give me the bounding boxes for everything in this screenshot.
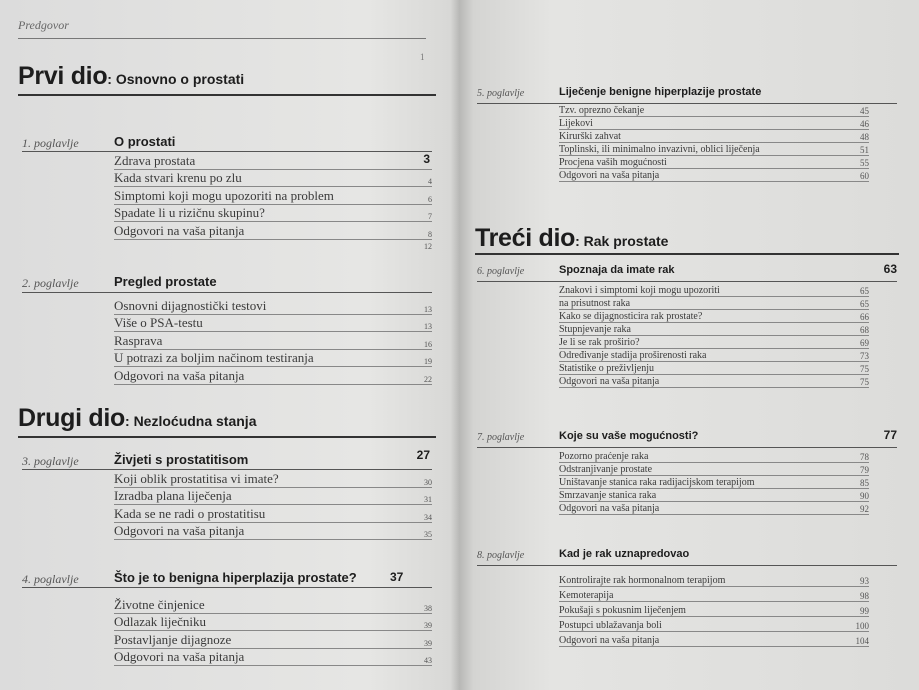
- chapter-title: Pregled prostate: [114, 274, 217, 289]
- toc-entry[interactable]: Odstranjivanje prostate 79: [559, 464, 869, 475]
- toc-entry[interactable]: Toplinski, ili minimalno invazivni, oblici liječenja 51: [559, 144, 869, 155]
- part-title-3: [475, 224, 668, 253]
- toc-entry[interactable]: Kemoterapija 98: [559, 590, 869, 601]
- chapter-label: 1. poglavlje: [22, 136, 79, 150]
- toc-entry[interactable]: Koji oblik prostatitisa vi imate? 30: [114, 470, 432, 487]
- toc-entry[interactable]: Zdrava prostata: [114, 152, 432, 170]
- chapter-rule: [477, 447, 897, 448]
- toc-entry[interactable]: Stupnjevanje raka 68: [559, 324, 869, 335]
- toc-entry[interactable]: na prisutnost raka 65: [559, 298, 869, 309]
- chapter-2-entries: [114, 297, 432, 385]
- toc-entry[interactable]: Odgovori na vaša pitanja 75: [559, 376, 869, 387]
- part-title-main: Prvi dio: [18, 62, 108, 90]
- toc-entry[interactable]: Odgovori na vaša pitanja 104: [559, 635, 869, 646]
- toc-entry[interactable]: 12: [424, 241, 432, 251]
- part-title-sub: : Nezloćudna stanja: [125, 413, 257, 429]
- left-page: [0, 0, 445, 690]
- chapter-label: 5. poglavlje: [477, 88, 525, 99]
- toc-entry[interactable]: Odgovori na vaša pitanja 22: [114, 367, 432, 384]
- part-title-1: [18, 62, 244, 91]
- toc-entry[interactable]: Kako se dijagnosticira rak prostate? 66: [559, 311, 869, 322]
- chapter-title: Koje su vaše mogućnosti?: [559, 430, 699, 442]
- toc-entry[interactable]: Postavljanje dijagnoze 39: [114, 631, 432, 648]
- toc-entry[interactable]: Određivanje stadija proširenosti raka 73: [559, 350, 869, 361]
- part-title-sub: : Rak prostate: [575, 233, 669, 249]
- toc-entry[interactable]: Znakovi i simptomi koji mogu upozoriti 65: [559, 285, 869, 296]
- chapter-8-entries: [559, 572, 869, 647]
- part-title-sub: : Osnovno o prostati: [107, 71, 245, 87]
- running-page-number: 1: [420, 52, 425, 62]
- chapter-rule: [22, 587, 432, 588]
- chapter-title: Spoznaja da imate rak: [559, 264, 675, 276]
- chapter-page: 37: [390, 570, 404, 584]
- toc-entry[interactable]: Izradba plana liječenja 31: [114, 488, 432, 504]
- toc-entry[interactable]: Statistike o preživljenju 75: [559, 363, 869, 374]
- toc-entry[interactable]: Kada stvari krenu po zlu 4: [114, 170, 432, 186]
- running-head-rule: [18, 38, 426, 39]
- toc-entry[interactable]: Odgovori na vaša pitanja 8: [114, 222, 432, 239]
- chapter-title: Liječenje benigne hiperplazije prostate: [559, 86, 762, 98]
- chapter-5-entries: [559, 104, 869, 182]
- chapter-label: 6. poglavlje: [477, 266, 525, 277]
- toc-entry[interactable]: Kirurški zahvat 48: [559, 131, 869, 142]
- part-title-main: Drugi dio: [18, 404, 126, 432]
- part-title-main: Treći dio: [475, 224, 576, 252]
- toc-entry[interactable]: Odgovori na vaša pitanja 43: [114, 649, 432, 665]
- toc-entry[interactable]: Odgovori na vaša pitanja 35: [114, 523, 432, 539]
- chapter-title: Kad je rak uznapredovao: [559, 548, 690, 560]
- toc-entry[interactable]: Lijekovi 46: [559, 118, 869, 129]
- part-rule: [18, 94, 436, 96]
- right-page: [455, 0, 919, 690]
- chapter-title: O prostati: [114, 134, 176, 149]
- toc-entry[interactable]: Spadate li u rizičnu skupinu? 7: [114, 205, 432, 221]
- chapter-label: 7. poglavlje: [477, 432, 525, 443]
- chapter-label: 8. poglavlje: [477, 550, 525, 561]
- toc-entry[interactable]: Kontrolirajte rak hormonalnom terapijom 93: [559, 575, 869, 586]
- chapter-page: 27: [416, 448, 430, 462]
- toc-entry[interactable]: U potrazi za boljim načinom testiranja 19: [114, 350, 432, 366]
- toc-entry[interactable]: Odgovori na vaša pitanja 92: [559, 503, 869, 514]
- chapter-title: Živjeti s prostatitisom: [114, 452, 249, 467]
- chapter-label: 2. poglavlje: [22, 276, 79, 290]
- toc-entry[interactable]: Simptomi koji mogu upozoriti na problem 6: [114, 187, 432, 204]
- chapter-1-entries: [114, 152, 432, 252]
- part-rule: [18, 436, 436, 438]
- chapter-label: 4. poglavlje: [22, 572, 79, 586]
- chapter-label: 3. poglavlje: [22, 454, 79, 468]
- toc-entry[interactable]: Pokušaji s pokusnim liječenjem 99: [559, 605, 869, 616]
- chapter-page: 3: [423, 152, 430, 166]
- chapter-4-entries: [114, 596, 432, 666]
- chapter-page: 63: [883, 262, 897, 276]
- running-head: Predgovor: [18, 18, 69, 32]
- chapter-page: 77: [883, 428, 897, 442]
- toc-entry[interactable]: Kada se ne radi o prostatitisu 34: [114, 505, 432, 522]
- toc-entry[interactable]: Je li se rak proširio? 69: [559, 337, 869, 348]
- chapter-7-entries: [559, 450, 869, 515]
- toc-entry[interactable]: Više o PSA-testu 13: [114, 315, 432, 331]
- chapter-title: Što je to benigna hiperplazija prostate?: [114, 570, 357, 585]
- toc-entry[interactable]: Postupci ublažavanja boli 100: [559, 620, 869, 631]
- toc-entry[interactable]: Uništavanje stanica raka radijacijskom terapijom 85: [559, 477, 869, 488]
- toc-entry[interactable]: Rasprava 16: [114, 332, 432, 349]
- toc-entry[interactable]: Procjena vaših mogućnosti 55: [559, 157, 869, 168]
- toc-entry[interactable]: Pozorno praćenje raka 78: [559, 451, 869, 462]
- toc-entry[interactable]: Životne činjenice 38: [114, 596, 432, 613]
- toc-entry[interactable]: Smrzavanje stanica raka 90: [559, 490, 869, 501]
- chapter-rule: [477, 281, 897, 282]
- toc-entry[interactable]: Tzv. oprezno čekanje 45: [559, 105, 869, 116]
- chapter-rule: [477, 565, 897, 566]
- toc-entry[interactable]: Osnovni dijagnostički testovi 13: [114, 297, 432, 314]
- part-rule: [475, 253, 899, 255]
- chapter-6-entries: [559, 284, 869, 388]
- chapter-rule: [22, 292, 432, 293]
- chapter-3-entries: [114, 470, 432, 540]
- toc-entry[interactable]: Odgovori na vaša pitanja 60: [559, 170, 869, 181]
- toc-entry[interactable]: Odlazak liječniku 39: [114, 614, 432, 630]
- part-title-2: [18, 404, 256, 433]
